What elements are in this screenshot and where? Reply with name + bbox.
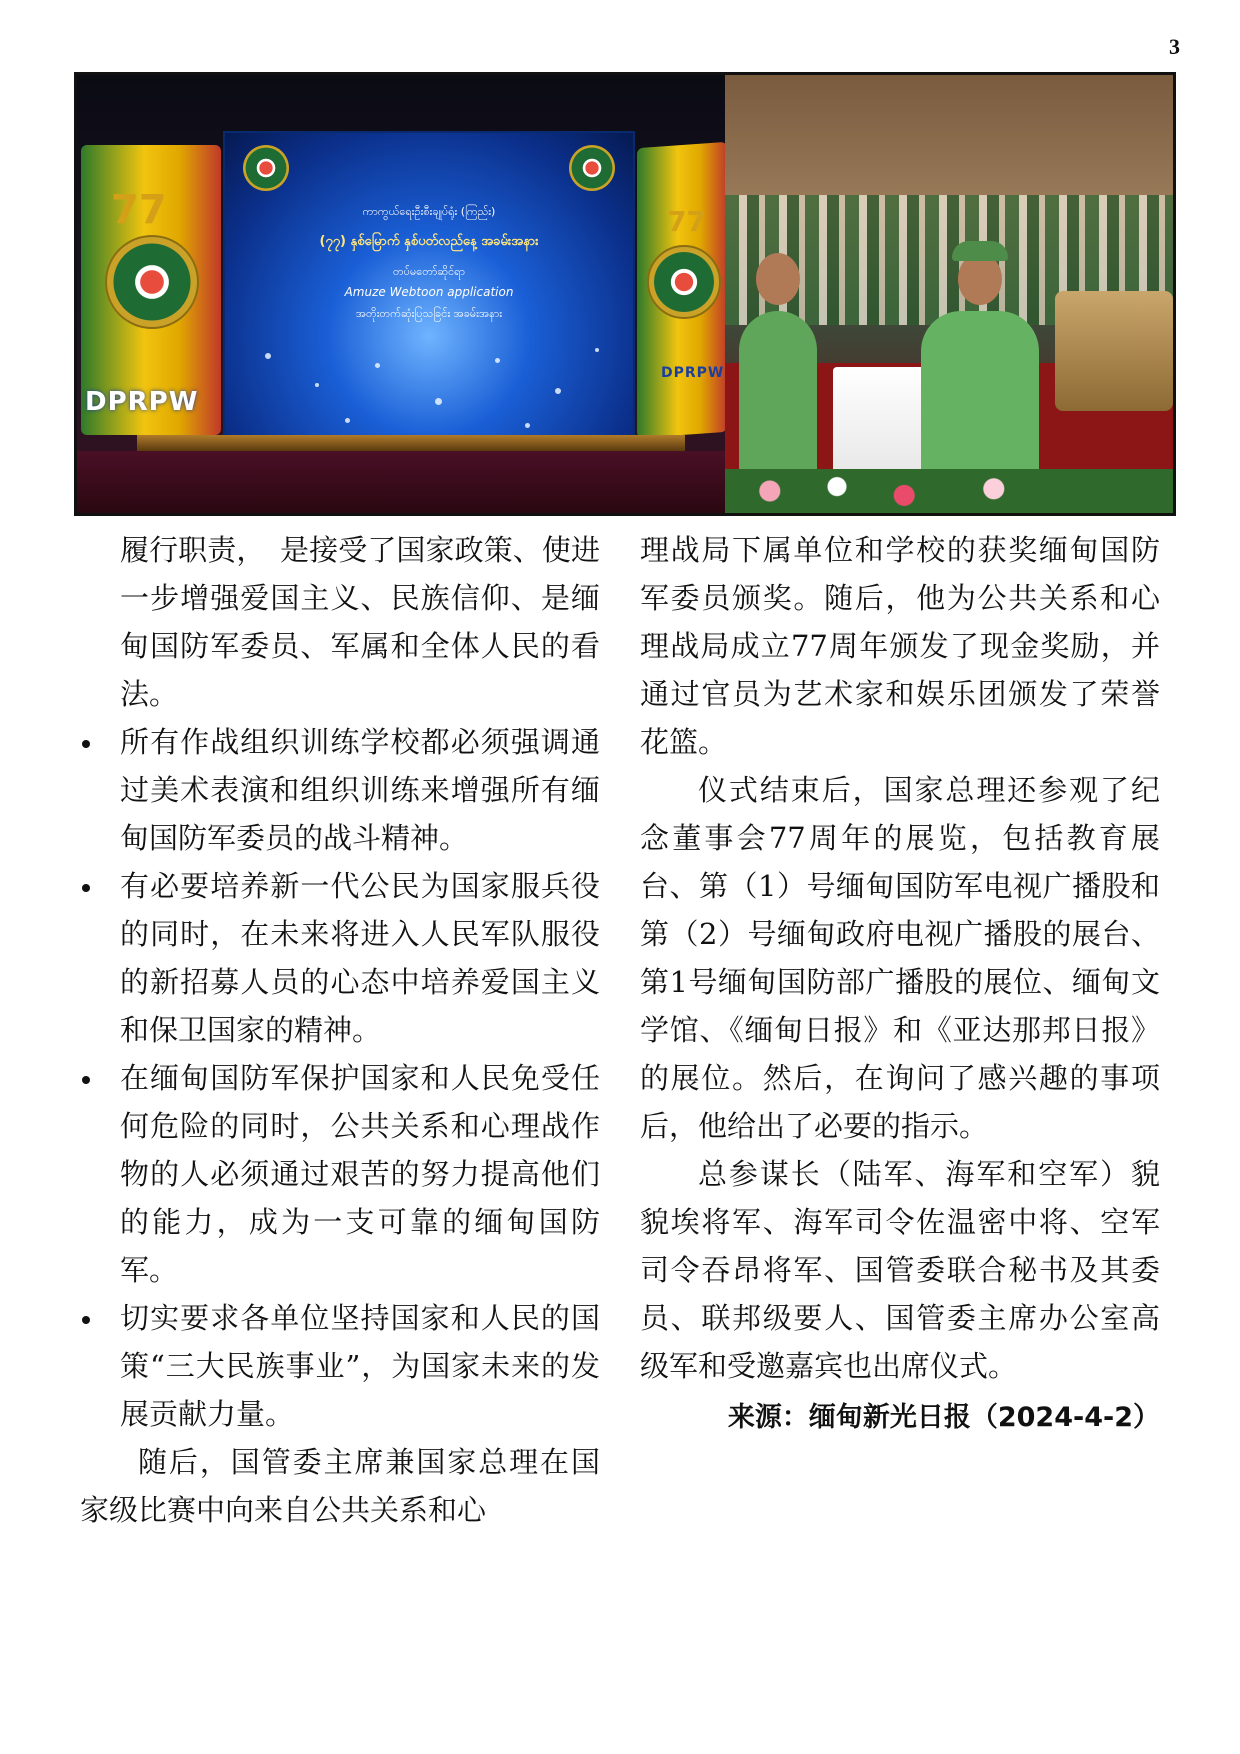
text-column-right bbox=[640, 526, 1160, 1442]
directive-item bbox=[80, 862, 600, 1054]
paragraph-awards: 理战局下属单位和学校的获奖缅甸国防军委员颁奖。随后，他为公共关系和心理战局成立77周年颁发了现金奖励，并通过官员为艺术家和娱乐团颁发了荣誉花篮。 bbox=[640, 533, 1160, 759]
directive-text: 切实要求各单位坚持国家和人民的国策“三大民族事业”，为国家未来的发展贡献力量。 bbox=[120, 1301, 600, 1431]
page-number: 3 bbox=[1169, 34, 1180, 59]
emblem-icon bbox=[569, 145, 615, 191]
sofa bbox=[1055, 291, 1173, 411]
pillar-logo-text: DPRPW bbox=[85, 387, 199, 417]
intro-continuation: 履行职责， 是接受了国家政策、使进一步增强爱国主义、民族信仰、是缅甸国防军委员、军属和全体人民的看法。 bbox=[120, 533, 600, 711]
firework-spark bbox=[315, 383, 319, 387]
bullet-icon bbox=[82, 884, 90, 892]
bullet-icon bbox=[82, 1316, 90, 1324]
photo-officials bbox=[725, 75, 1173, 513]
directive-text: 在缅甸国防军保护国家和人民免受任何危险的同时，公共关系和心理战作物的人必须通过艰苦的努力提高他们的能力，成为一支可靠的缅甸国防军。 bbox=[120, 1061, 600, 1287]
pillar-anniversary-number: 77 bbox=[667, 205, 706, 238]
photo-stage-ceremony bbox=[77, 75, 725, 513]
screen-text-line: အတိုးတက်ဆုံးပြသခြင်း အခမ်းအနား bbox=[355, 307, 503, 320]
firework-spark bbox=[265, 353, 271, 359]
firework-spark bbox=[525, 423, 530, 428]
screen-text-line: ကာကွယ်ရေးဦးစီးချုပ်ရုံး (ကြည်း) bbox=[362, 205, 496, 218]
firework-spark bbox=[375, 363, 380, 368]
pillar-anniversary-number: 77 bbox=[111, 187, 167, 233]
directive-text: 有必要培养新一代公民为国家服兵役的同时，在未来将进入人民军队服役的新招募人员的心态中培养爱国主义和保卫国家的精神。 bbox=[120, 869, 600, 1047]
directive-list bbox=[80, 718, 600, 1438]
directive-text: 所有作战组织训练学校都必须强调通过美术表演和组织训练来增强所有缅甸国防军委员的战斗精神。 bbox=[120, 725, 600, 855]
emblem-icon bbox=[243, 145, 289, 191]
directive-item bbox=[80, 1294, 600, 1438]
text-column-left bbox=[80, 526, 600, 1534]
screen-text-line: Amuze Webtoon application bbox=[344, 285, 514, 299]
paragraph-exhibition: 仪式结束后，国家总理还参观了纪念董事会77周年的展览，包括教育展台、第（1）号缅甸国防军电视广播股和第（2）号缅甸政府电视广播股的展台、第1号缅甸国防部广播股的展位、缅甸文学馆、《缅甸日报》和《亚达那邦日报》的展位。然后，在询问了感兴趣的事项后，他给出了必要的指示。 bbox=[640, 773, 1160, 1143]
pillar-logo-text: DPRPW bbox=[661, 365, 725, 381]
directive-item bbox=[80, 1054, 600, 1294]
source-citation: 来源：缅甸新光日报（2024-4-2） bbox=[727, 1402, 1160, 1433]
stage-edge bbox=[137, 435, 685, 451]
photo-strip bbox=[74, 72, 1176, 516]
emblem-icon bbox=[647, 245, 721, 319]
firework-spark bbox=[435, 398, 442, 405]
stage-floor bbox=[77, 451, 725, 513]
emblem-icon bbox=[105, 235, 199, 329]
flower-arrangement bbox=[725, 469, 1173, 513]
firework-spark bbox=[595, 348, 599, 352]
firework-spark bbox=[495, 358, 500, 363]
firework-spark bbox=[555, 388, 561, 394]
screen-text-line: တပ်မတော်ဆိုင်ရာ bbox=[392, 265, 466, 278]
closing-paragraph: 随后，国管委主席兼国家总理在国家级比赛中向来自公共关系和心 bbox=[80, 1445, 600, 1527]
firework-spark bbox=[345, 418, 350, 423]
led-screen bbox=[223, 131, 635, 447]
bullet-icon bbox=[82, 740, 90, 748]
screen-text-line: (၇၇) နှစ်မြောက် နှစ်ပတ်လည်နေ့ အခမ်းအနား bbox=[319, 234, 539, 249]
bullet-icon bbox=[82, 1076, 90, 1084]
directive-item bbox=[80, 718, 600, 862]
paragraph-attendees: 总参谋长（陆军、海军和空军）貌貌埃将军、海军司令佐温密中将、空军司令吞昂将军、国管委联合秘书及其委员、联邦级要人、国管委主席办公室高级军和受邀嘉宾也出席仪式。 bbox=[640, 1157, 1160, 1383]
